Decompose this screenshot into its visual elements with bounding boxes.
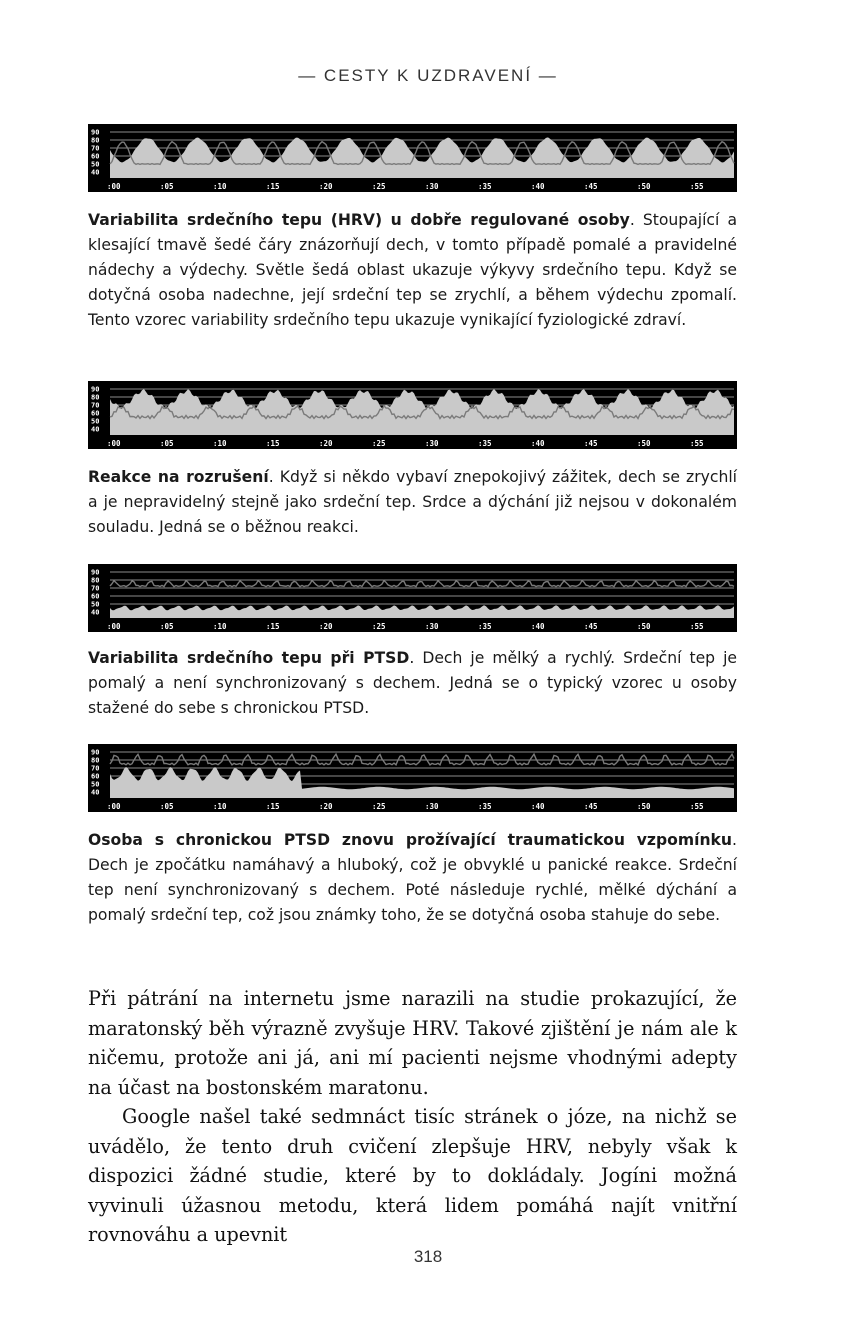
caption-title: Variabilita srdečního tepu (HRV) u dobře regulované osoby <box>88 211 630 229</box>
y-tick-label: 50 <box>91 160 100 169</box>
hrv-chart-ptsd <box>88 564 737 632</box>
x-tick-label: :00 <box>107 622 121 631</box>
caption-regulated <box>88 208 737 333</box>
y-tick-label: 50 <box>91 780 100 789</box>
x-tick-label: 1:00 <box>743 182 762 191</box>
x-tick-label: :55 <box>690 802 704 811</box>
caption-body: . Dech je mělký a rychlý. Srdeční tep je pomalý a není synchronizovaný s dechem. Jedná se o typický vzorec u osoby stažené do sebe s chronickou PTSD. <box>88 649 737 717</box>
breathing-line <box>110 581 734 587</box>
x-tick-label: :25 <box>372 439 386 448</box>
x-tick-label: :55 <box>690 182 704 191</box>
caption-title: Osoba s chronickou PTSD znovu prožívající traumatickou vzpomínku <box>88 831 733 849</box>
caption-upset <box>88 465 737 540</box>
x-tick-label: :20 <box>319 622 333 631</box>
y-tick-label: 60 <box>91 409 100 418</box>
hrv-chart-svg <box>88 744 737 812</box>
y-tick-label: 40 <box>91 788 100 797</box>
y-tick-label: 40 <box>91 425 100 434</box>
x-tick-label: :05 <box>160 622 174 631</box>
caption-body: . Dech je zpočátku namáhavý a hluboký, což je obvyklé u panické reakce. Srdeční tep není synchronizovaný s dechem. Poté následuje rychlé, mělké dýchání a pomalý srdeční tep, což jsou známky toho, že se dotyčná osoba stahuje do sebe. <box>88 831 737 924</box>
y-tick-label: 70 <box>91 144 100 153</box>
x-tick-label: :50 <box>637 182 651 191</box>
y-tick-label: 80 <box>91 393 100 402</box>
x-tick-label: :00 <box>107 439 121 448</box>
breathing-line <box>110 754 734 765</box>
y-tick-label: 90 <box>91 748 100 757</box>
x-tick-label: :05 <box>160 439 174 448</box>
x-tick-label: :50 <box>637 622 651 631</box>
x-tick-label: :35 <box>478 439 492 448</box>
x-tick-label: :35 <box>478 802 492 811</box>
y-tick-label: 90 <box>91 568 100 577</box>
heart-rate-area <box>110 137 734 178</box>
caption-ptsd <box>88 646 737 721</box>
x-tick-label: :00 <box>107 802 121 811</box>
x-tick-label: :05 <box>160 182 174 191</box>
y-tick-label: 70 <box>91 401 100 410</box>
y-tick-label: 40 <box>91 608 100 617</box>
x-tick-label: :50 <box>637 802 651 811</box>
x-tick-label: :35 <box>478 622 492 631</box>
body-text <box>88 984 737 1250</box>
y-tick-label: 80 <box>91 756 100 765</box>
caption-body: . Stoupající a klesající tmavě šedé čáry znázorňují dech, v tomto případě pomalé a pravidelné nádechy a výdechy. Světle šedá oblast ukazuje výkyvy srdečního tepu. Když se dotyčná osoba nadechne, její srdeční tep se zrychlí, a během výdechu zpomalí. Tento vzorec variability srdečního tepu ukazuje vynikající fyziologické zdraví. <box>88 211 737 329</box>
x-tick-label: :45 <box>584 439 598 448</box>
x-tick-label: :20 <box>319 439 333 448</box>
caption-title: Variabilita srdečního tepu při PTSD <box>88 649 410 667</box>
y-tick-label: 50 <box>91 417 100 426</box>
y-tick-label: 90 <box>91 128 100 137</box>
y-tick-label: 50 <box>91 600 100 609</box>
y-tick-label: 40 <box>91 168 100 177</box>
x-tick-label: :30 <box>425 802 439 811</box>
body-paragraph: Google našel také sedmnáct tisíc stránek o józe, na nichž se uvádělo, že tento druh cvičení zlepšuje HRV, nebyly však k dispozici žádné studie, které by to dokládaly. Jogíni možná vyvinuli úžasnou metodu, která lidem pomáhá najít vnitřní rovnováhu a upevnit <box>88 1105 737 1246</box>
x-tick-label: :25 <box>372 802 386 811</box>
caption-ptsd-memory <box>88 828 737 928</box>
running-head: — CESTY K UZDRAVENÍ — <box>298 66 558 85</box>
x-tick-label: :55 <box>690 439 704 448</box>
heart-rate-area <box>110 767 734 798</box>
y-tick-label: 60 <box>91 772 100 781</box>
x-tick-label: :10 <box>213 802 227 811</box>
x-tick-label: :50 <box>637 439 651 448</box>
x-tick-label: :05 <box>160 802 174 811</box>
x-tick-label: :40 <box>531 182 545 191</box>
y-tick-label: 70 <box>91 764 100 773</box>
x-tick-label: :30 <box>425 182 439 191</box>
x-tick-label: :30 <box>425 622 439 631</box>
x-tick-label: :45 <box>584 182 598 191</box>
hrv-chart-regulated <box>88 124 762 192</box>
x-tick-label: 1:00 <box>743 439 762 448</box>
x-tick-label: :45 <box>584 622 598 631</box>
x-tick-label: :15 <box>266 802 280 811</box>
x-tick-label: :35 <box>478 182 492 191</box>
x-tick-label: :30 <box>425 439 439 448</box>
y-tick-label: 60 <box>91 152 100 161</box>
y-tick-label: 80 <box>91 136 100 145</box>
caption-title: Reakce na rozrušení <box>88 468 269 486</box>
x-tick-label: :00 <box>107 182 121 191</box>
hrv-chart-svg <box>88 564 737 632</box>
y-tick-label: 90 <box>91 385 100 394</box>
y-tick-label: 80 <box>91 576 100 585</box>
x-tick-label: :20 <box>319 182 333 191</box>
x-tick-label: :40 <box>531 802 545 811</box>
x-tick-label: :40 <box>531 622 545 631</box>
x-tick-label: :10 <box>213 439 227 448</box>
x-tick-label: :10 <box>213 182 227 191</box>
x-tick-label: :55 <box>690 622 704 631</box>
x-tick-label: :20 <box>319 802 333 811</box>
hrv-chart-ptsd-memory <box>88 744 737 812</box>
hrv-chart-svg <box>88 381 762 449</box>
x-tick-label: :25 <box>372 622 386 631</box>
x-tick-label: :25 <box>372 182 386 191</box>
x-tick-label: :15 <box>266 439 280 448</box>
caption-body: . Když si někdo vybaví znepokojivý zážitek, dech se zrychlí a je nepravidelný stejně jako srdeční tep. Srdce a dýchání již nejsou v dokonalém souladu. Jedná se o běžnou reakci. <box>88 468 737 536</box>
x-tick-label: :15 <box>266 622 280 631</box>
hrv-chart-upset <box>88 381 762 449</box>
y-tick-label: 70 <box>91 584 100 593</box>
x-tick-label: :40 <box>531 439 545 448</box>
page-number: 318 <box>413 1247 443 1266</box>
heart-rate-area <box>110 605 734 618</box>
x-tick-label: :15 <box>266 182 280 191</box>
body-paragraph: Při pátrání na internetu jsme narazili na studie prokazující, že maratonský běh výrazně zvyšuje HRV. Takové zjištění je nám ale k ničemu, protože ani já, ani mí pacienti nejsme vhodnými adepty na účast na bostonském maratonu. <box>88 987 737 1099</box>
hrv-chart-svg <box>88 124 762 192</box>
x-tick-label: :10 <box>213 622 227 631</box>
x-tick-label: :45 <box>584 802 598 811</box>
y-tick-label: 60 <box>91 592 100 601</box>
